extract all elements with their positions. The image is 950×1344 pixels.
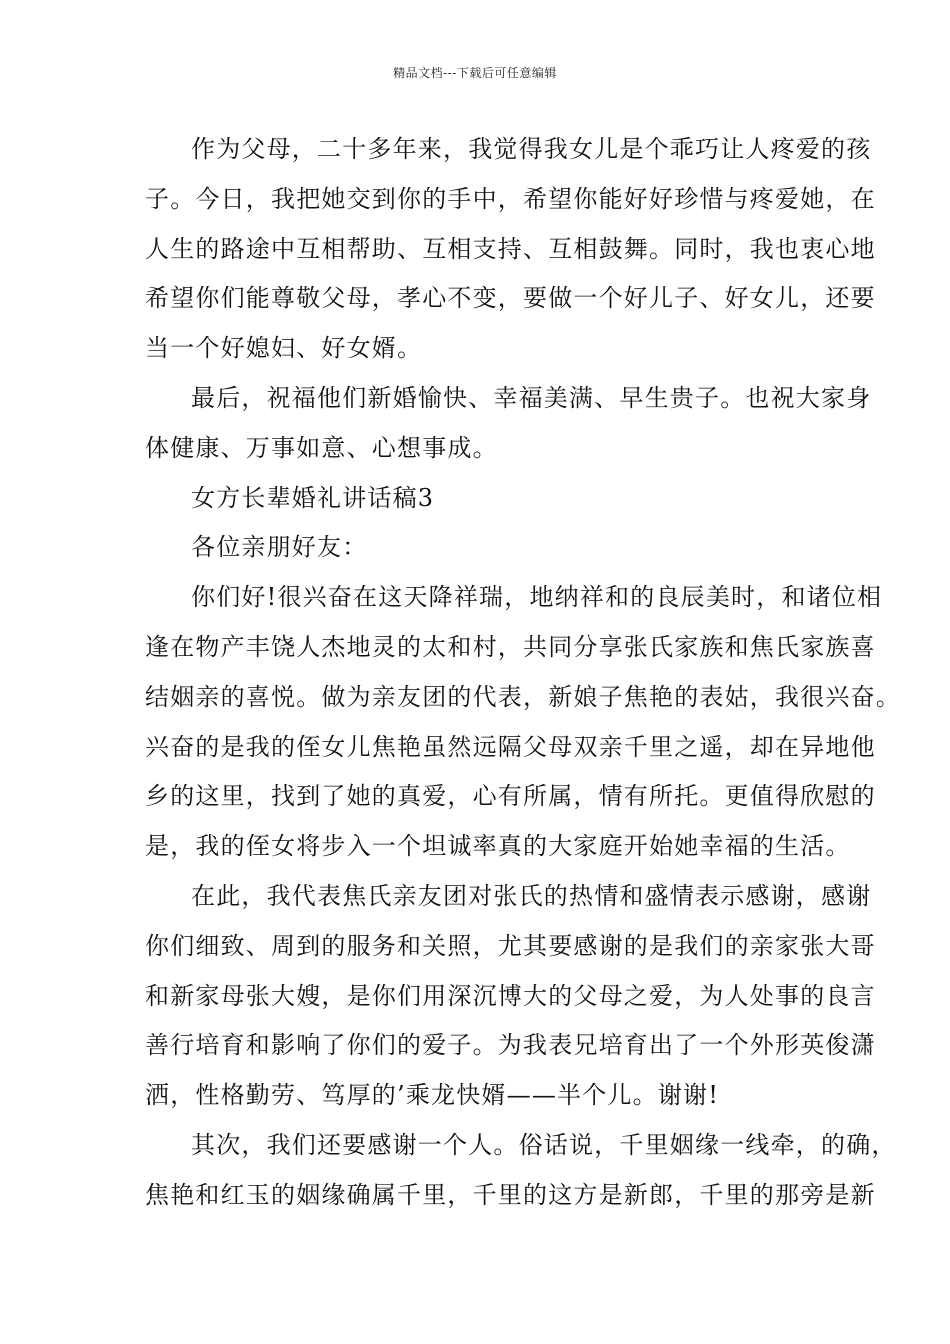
text-line: 在此，我代表焦氏亲友团对张氏的热情和盛情表示感谢，感谢 (191, 881, 872, 910)
text-line: 其次，我们还要感谢一个人。俗话说，千里姻缘一线牵，的确， (191, 1130, 897, 1159)
text-line: 女方长辈婚礼讲话稿3 (191, 483, 435, 512)
text-line: 善行培育和影响了你们的爱子。为我表兄培育出了一个外形英俊潇 (145, 1031, 876, 1060)
text-line: 人生的路途中互相帮助、互相支持、互相鼓舞。同时，我也衷心地 (145, 234, 876, 263)
text-line: 各位亲朋好友： (191, 533, 368, 562)
text-line: 希望你们能尊敬父母，孝心不变，要做一个好儿子、好女儿，还要 (145, 284, 876, 313)
text-line: 洒，性格勤劳、笃厚的’乘龙快婿——半个儿。谢谢! (145, 1081, 720, 1110)
text-line: 乡的这里，找到了她的真爱，心有所属，情有所托。更值得欣慰的 (145, 782, 876, 811)
text-line: 和新家母张大嫂，是你们用深沉博大的父母之爱，为人处事的良言 (145, 981, 876, 1010)
document-body (145, 125, 901, 1221)
text-line: 是，我的侄女将步入一个坦诚率真的大家庭开始她幸福的生活。 (145, 832, 851, 861)
text-line: 当一个好媳妇、好女婿。 (145, 334, 423, 363)
page-header: 精品文档---下载后可任意编辑 (393, 66, 557, 80)
text-line: 逢在物产丰饶人杰地灵的太和村，共同分享张氏家族和焦氏家族喜 (145, 632, 876, 661)
text-line: 你们细致、周到的服务和关照，尤其要感谢的是我们的亲家张大哥 (145, 931, 876, 960)
text-line: 子。今日，我把她交到你的手中，希望你能好好珍惜与疼爱她，在 (145, 184, 876, 213)
text-line: 兴奋的是我的侄女儿焦艳虽然远隔父母双亲千里之遥，却在异地他 (145, 732, 876, 761)
text-line: 结姻亲的喜悦。做为亲友团的代表，新娘子焦艳的表姑，我很兴奋。 (145, 682, 901, 711)
text-line: 焦艳和红玉的姻缘确属千里，千里的这方是新郎，千里的那旁是新 (145, 1180, 876, 1209)
text-line: 体健康、万事如意、心想事成。 (145, 433, 498, 462)
text-line: 作为父母，二十多年来，我觉得我女儿是个乖巧让人疼爱的孩 (191, 135, 872, 163)
text-line: 你们好!很兴奋在这天降祥瑞，地纳祥和的良辰美时，和诸位相 (191, 583, 883, 612)
text-line: 最后，祝福他们新婚愉快、幸福美满、早生贵子。也祝大家身 (191, 383, 872, 412)
